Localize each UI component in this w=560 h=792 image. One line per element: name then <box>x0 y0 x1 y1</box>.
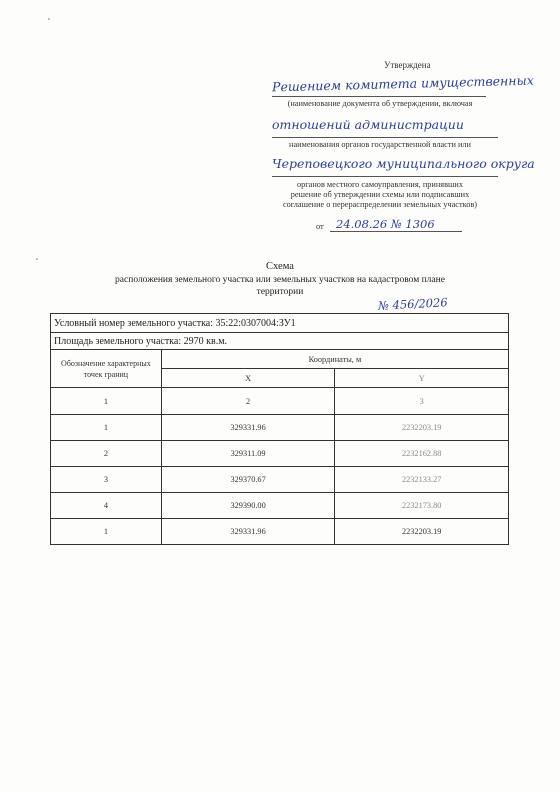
table-row <box>51 415 509 441</box>
approval-note-local-2: решение об утверждении схемы или подписавших <box>290 190 470 199</box>
table-row <box>51 441 509 467</box>
date-prefix: от <box>316 222 324 231</box>
header-points: Обозначение характерных точек границ <box>51 350 162 388</box>
header-row <box>51 350 509 369</box>
coord-x: 329331.96 <box>161 415 335 441</box>
coordinates-table <box>50 313 509 545</box>
coord-y: 2232173.80 <box>335 493 509 519</box>
coord-x: 329390.00 <box>161 493 335 519</box>
date-line <box>330 231 462 232</box>
point-number: 2 <box>51 441 162 467</box>
coord-y: 2232162.88 <box>335 441 509 467</box>
approval-note-local-1: органов местного самоуправления, принявших <box>296 180 464 189</box>
point-number: 1 <box>51 415 162 441</box>
table-row <box>51 519 509 545</box>
approval-document-handwritten: Решением комитета имущественных <box>271 72 534 95</box>
approval-date-handwritten: 24.08.26 № 1306 <box>336 217 435 231</box>
point-number: 3 <box>51 467 162 493</box>
column-number: 2 <box>161 388 335 415</box>
scheme-number-handwritten: № 456/2026 <box>377 295 448 313</box>
column-number: 1 <box>51 388 162 415</box>
signature-line <box>272 96 486 97</box>
point-number: 4 <box>51 493 162 519</box>
coord-x: 329331.96 <box>161 519 335 545</box>
approval-district-handwritten: Череповецкого муниципального округа <box>272 156 535 171</box>
header-y: Y <box>335 369 509 388</box>
conditional-number-row <box>51 314 509 333</box>
scheme-subtitle: расположения земельного участка или земельных участков на кадастровом плане <box>115 275 445 285</box>
scan-dot <box>48 18 50 20</box>
table-row <box>51 467 509 493</box>
area-row <box>51 333 509 350</box>
scheme-subtitle-2: территории <box>256 287 304 297</box>
header-x: X <box>161 369 335 388</box>
coord-y: 2232133.27 <box>335 467 509 493</box>
approval-note-local-3: соглашение о перераспределении земельных участков) <box>282 200 478 209</box>
conditional-number: Условный номер земельного участка: 35:22:0307004:ЗУ1 <box>51 314 509 333</box>
point-number: 1 <box>51 519 162 545</box>
column-number: 3 <box>335 388 509 415</box>
approval-heading: Утверждена <box>384 60 431 70</box>
approval-note-organ: наименования органов государственной власти или <box>289 140 471 149</box>
header-coordinates: Координаты, м <box>161 350 508 369</box>
scheme-title: Схема <box>266 261 294 272</box>
coord-y: 2232203.19 <box>335 519 509 545</box>
coord-y: 2232203.19 <box>335 415 509 441</box>
plot-area: Площадь земельного участка: 2970 кв.м. <box>51 333 509 350</box>
signature-line <box>272 176 498 177</box>
table-row <box>51 493 509 519</box>
coord-x: 329311.09 <box>161 441 335 467</box>
scan-dot <box>36 258 38 260</box>
signature-line <box>272 137 498 138</box>
coord-x: 329370.67 <box>161 467 335 493</box>
approval-note-document: (наименование документа об утверждении, включая <box>287 99 473 108</box>
column-numbers-row <box>51 388 509 415</box>
approval-organ-handwritten: отношений администрации <box>272 117 464 132</box>
